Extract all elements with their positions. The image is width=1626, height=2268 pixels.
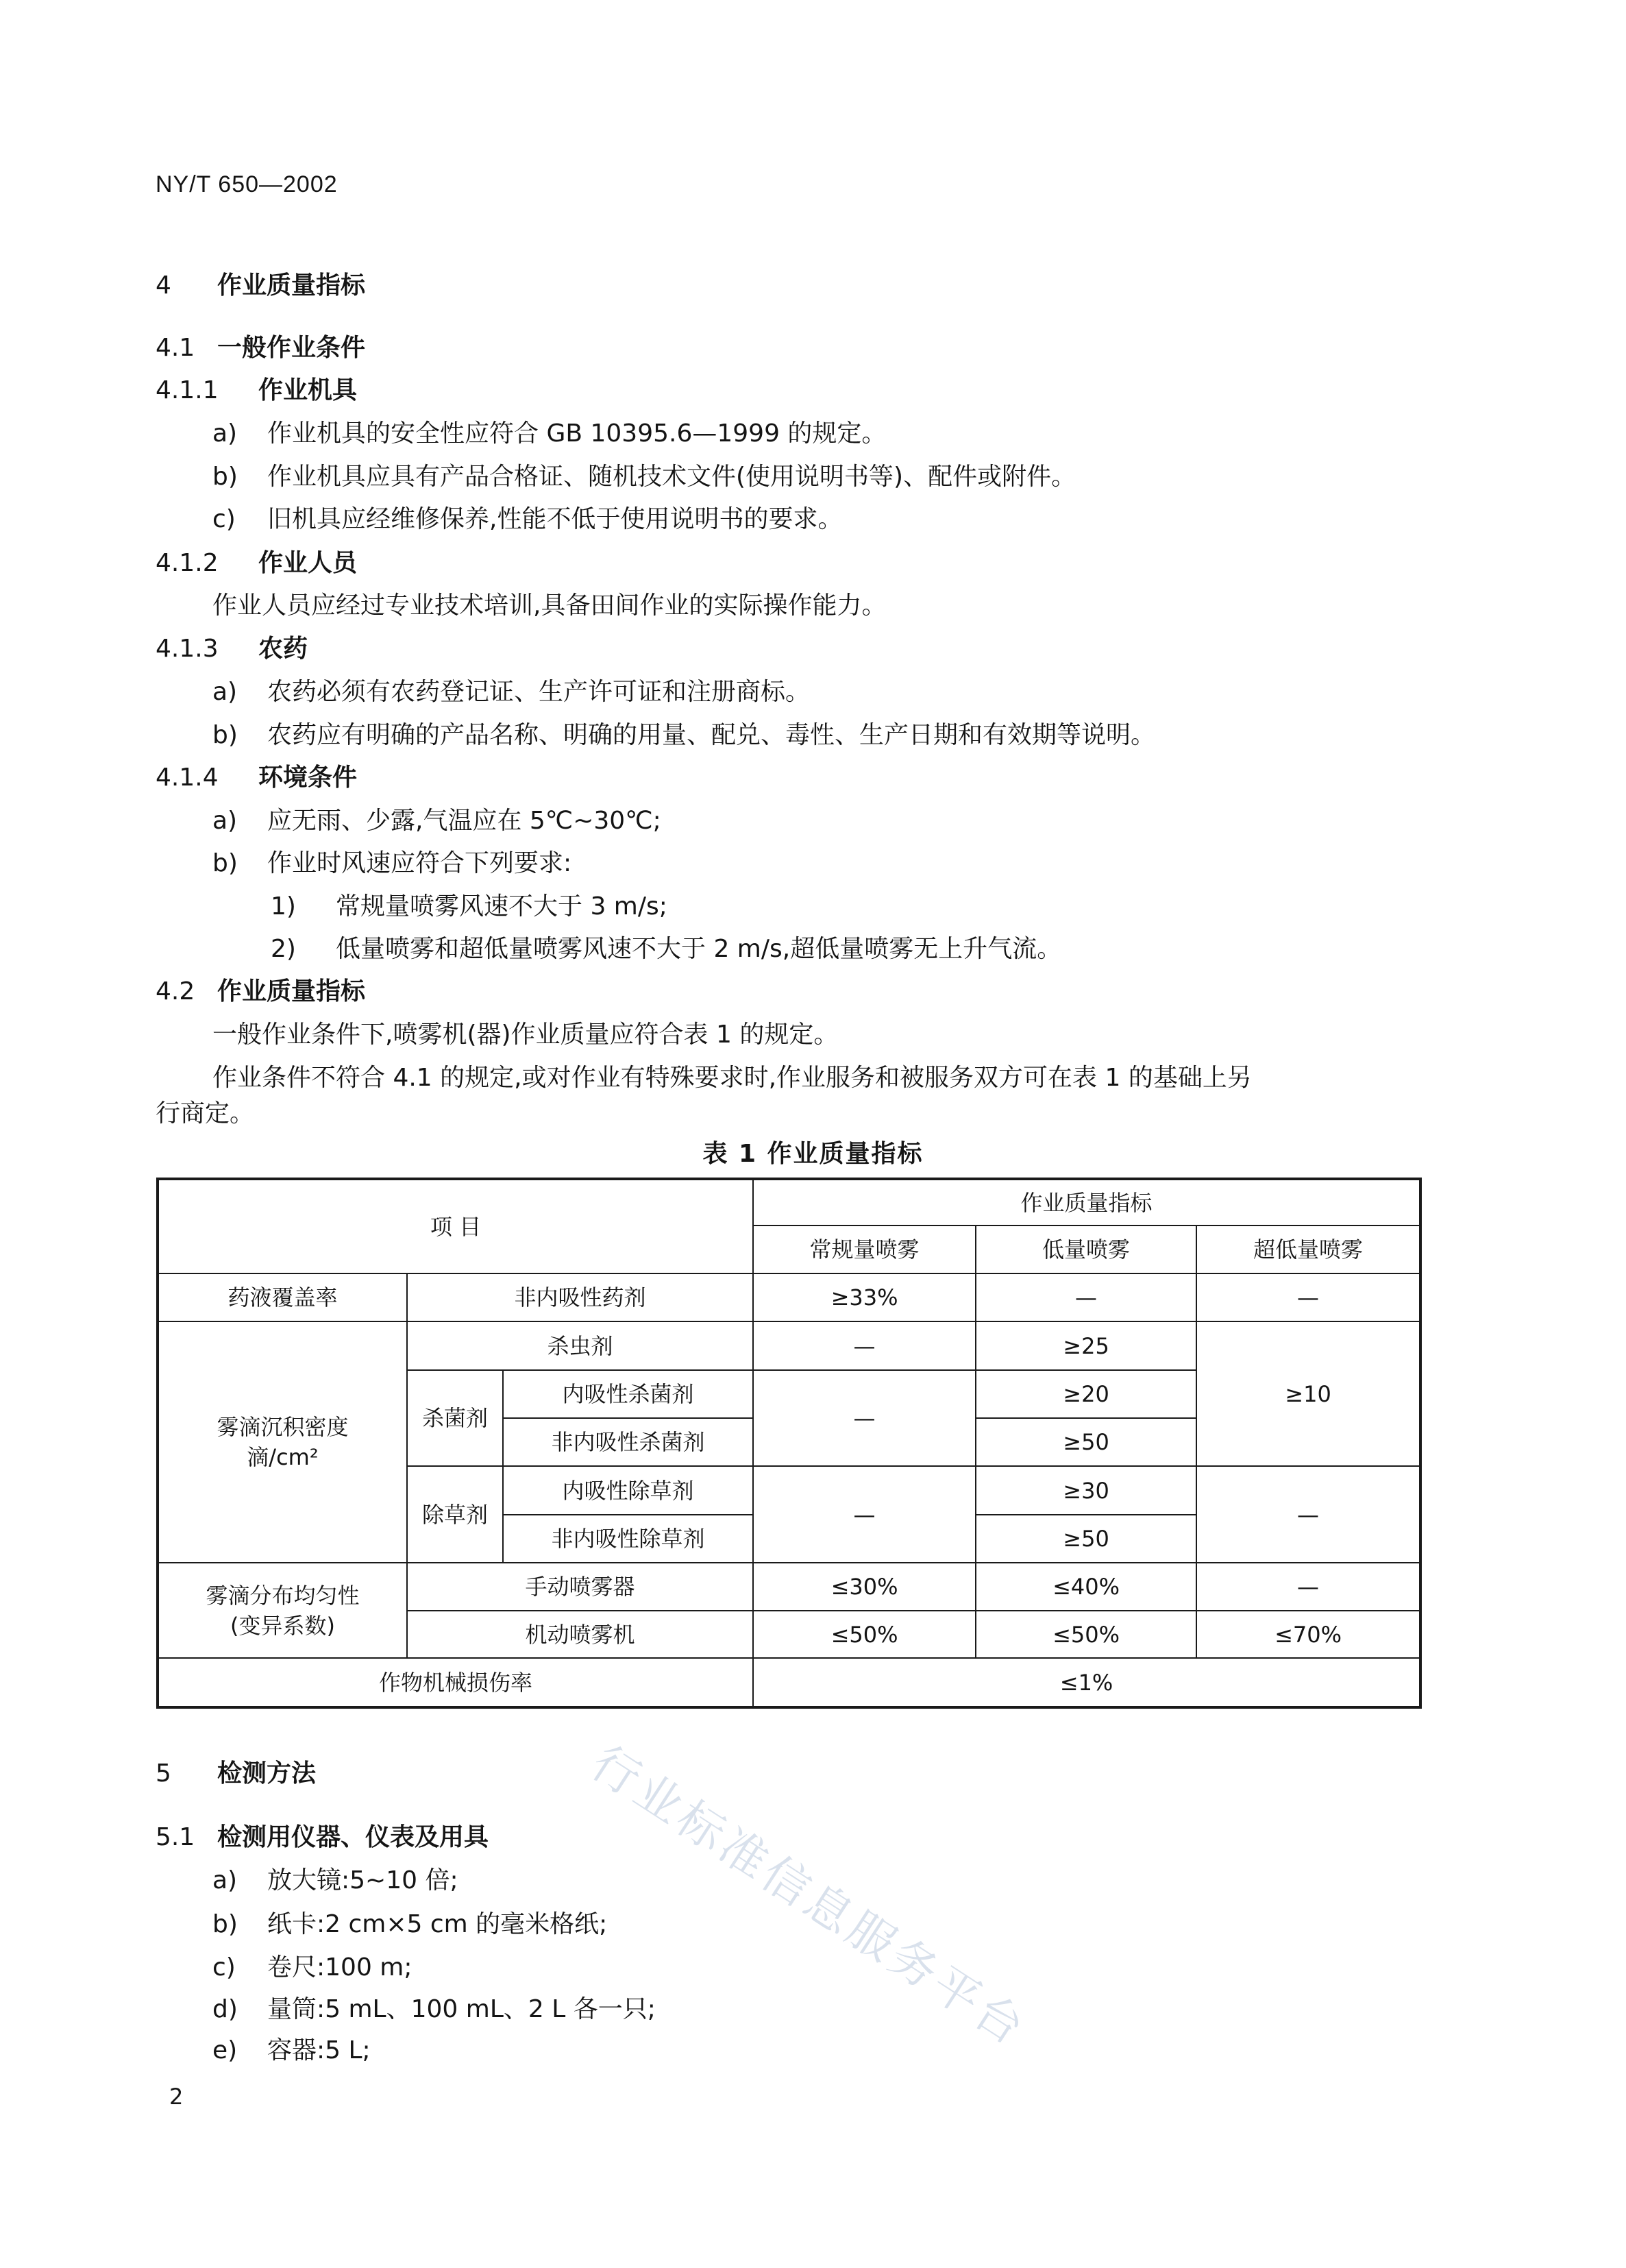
list-item bbox=[212, 1953, 412, 1983]
table-cell: — bbox=[1196, 1563, 1420, 1611]
header-col: 低量喷雾 bbox=[976, 1226, 1196, 1273]
uniformity-note: (变异系数) bbox=[230, 1612, 335, 1639]
section-4-1-4-heading bbox=[156, 763, 357, 793]
section-4-1-1-heading bbox=[156, 376, 357, 406]
item-marker: b) bbox=[212, 849, 238, 877]
section-4-1-2-heading bbox=[156, 548, 357, 578]
row-group-label: 杀菌剂 bbox=[407, 1370, 503, 1466]
item-text: 放大镜:5~10 倍; bbox=[267, 1866, 458, 1894]
item-marker: b) bbox=[212, 463, 238, 491]
section-title: 作业机具 bbox=[258, 376, 358, 404]
uniformity-label: 雾滴分布均匀性 bbox=[206, 1582, 360, 1609]
list-item bbox=[212, 419, 886, 449]
item-marker: a) bbox=[212, 807, 238, 835]
quality-index-table bbox=[156, 1178, 1422, 1709]
header-col: 常规量喷雾 bbox=[753, 1226, 976, 1273]
item-marker: a) bbox=[212, 1866, 238, 1894]
paragraph: 作业条件不符合 4.1 的规定,或对作业有特殊要求时,作业服务和被服务双方可在表 1 的基础上另 bbox=[212, 1064, 1252, 1092]
section-title: 检测用仪器、仪表及用具 bbox=[217, 1823, 489, 1851]
item-marker: e) bbox=[212, 2036, 238, 2064]
header-item: 项 目 bbox=[158, 1179, 753, 1273]
table-cell: ≤40% bbox=[976, 1563, 1196, 1611]
row-label-density bbox=[158, 1321, 407, 1563]
section-4-1-heading bbox=[156, 333, 365, 363]
item-text: 作业机具应具有产品合格证、随机技术文件(使用说明书等)、配件或附件。 bbox=[267, 463, 1076, 491]
item-marker: b) bbox=[212, 1910, 238, 1938]
list-item bbox=[271, 892, 667, 922]
table-cell: ≥30 bbox=[976, 1466, 1196, 1515]
header-group: 作业质量指标 bbox=[753, 1179, 1420, 1226]
list-item bbox=[212, 1866, 458, 1896]
list-item bbox=[212, 504, 842, 535]
paragraph-continued: 行商定。 bbox=[156, 1099, 255, 1127]
paragraph: 一般作业条件下,喷雾机(器)作业质量应符合表 1 的规定。 bbox=[212, 1021, 839, 1049]
section-4-1-3-heading bbox=[156, 634, 308, 664]
row-sublabel: 内吸性杀菌剂 bbox=[503, 1370, 753, 1418]
item-text: 作业时风速应符合下列要求: bbox=[267, 849, 572, 877]
row-group-label: 除草剂 bbox=[407, 1466, 503, 1563]
section-title: 作业人员 bbox=[258, 549, 358, 577]
list-item bbox=[212, 462, 1076, 492]
table-cell: ≥25 bbox=[976, 1321, 1196, 1370]
table-cell: ≥10 bbox=[1196, 1321, 1420, 1466]
table-caption: 表 1 作业质量指标 bbox=[702, 1140, 924, 1168]
table-cell: — bbox=[976, 1273, 1196, 1321]
list-item bbox=[271, 934, 1061, 964]
row-sublabel: 非内吸性药剂 bbox=[407, 1273, 753, 1321]
paragraph: 作业人员应经过专业技术培训,具备田间作业的实际操作能力。 bbox=[212, 592, 887, 620]
table-cell: ≤50% bbox=[976, 1611, 1196, 1658]
item-text: 常规量喷雾风速不大于 3 m/s; bbox=[336, 892, 667, 920]
table-cell: — bbox=[753, 1466, 976, 1563]
section-number: 4.1.4 bbox=[156, 764, 219, 792]
item-marker: b) bbox=[212, 721, 238, 749]
section-4-2-heading bbox=[156, 977, 365, 1007]
item-text: 农药必须有农药登记证、生产许可证和注册商标。 bbox=[267, 678, 811, 706]
table-cell: ≤70% bbox=[1196, 1611, 1420, 1658]
item-marker: c) bbox=[212, 505, 236, 533]
item-marker: a) bbox=[212, 678, 238, 706]
section-number: 5 bbox=[156, 1759, 171, 1788]
item-marker: d) bbox=[212, 1995, 238, 2023]
section-title: 环境条件 bbox=[258, 764, 358, 792]
section-title: 作业质量指标 bbox=[217, 977, 366, 1005]
density-label: 雾滴沉积密度 bbox=[217, 1414, 349, 1440]
table-cell: ≤1% bbox=[753, 1658, 1420, 1707]
table-cell: ≤50% bbox=[753, 1611, 976, 1658]
item-marker: 2) bbox=[271, 935, 296, 963]
item-text: 量筒:5 mL、100 mL、2 L 各一只; bbox=[267, 1995, 656, 2023]
standard-code: NY/T 650—2002 bbox=[156, 171, 338, 197]
section-number: 4.2 bbox=[156, 977, 195, 1005]
table-cell: — bbox=[753, 1321, 976, 1370]
item-marker: 1) bbox=[271, 892, 296, 920]
section-title: 一般作业条件 bbox=[217, 334, 366, 362]
item-text: 农药应有明确的产品名称、明确的用量、配兑、毒性、生产日期和有效期等说明。 bbox=[267, 721, 1156, 749]
row-sublabel: 杀虫剂 bbox=[407, 1321, 753, 1370]
density-unit: 滴/cm² bbox=[247, 1444, 319, 1470]
section-5-heading bbox=[156, 1759, 316, 1789]
row-label: 作物机械损伤率 bbox=[158, 1658, 753, 1707]
item-text: 低量喷雾和超低量喷雾风速不大于 2 m/s,超低量喷雾无上升气流。 bbox=[336, 935, 1062, 963]
item-text: 卷尺:100 m; bbox=[267, 1953, 412, 1982]
watermark: 行业标准信息服务平台 bbox=[581, 1735, 1037, 2058]
item-marker: c) bbox=[212, 1953, 236, 1982]
table-cell: — bbox=[1196, 1273, 1420, 1321]
header-col: 超低量喷雾 bbox=[1196, 1226, 1420, 1273]
item-text: 作业机具的安全性应符合 GB 10395.6—1999 的规定。 bbox=[267, 419, 887, 448]
row-sublabel: 非内吸性除草剂 bbox=[503, 1515, 753, 1563]
section-title: 农药 bbox=[258, 635, 308, 663]
section-number: 4.1.1 bbox=[156, 376, 219, 404]
table-cell: — bbox=[1196, 1466, 1420, 1563]
item-text: 容器:5 L; bbox=[267, 2036, 371, 2064]
section-number: 4.1.2 bbox=[156, 549, 219, 577]
list-item bbox=[212, 849, 571, 879]
section-number: 4 bbox=[156, 271, 171, 300]
row-sublabel: 非内吸性杀菌剂 bbox=[503, 1418, 753, 1466]
section-title: 作业质量指标 bbox=[217, 271, 366, 300]
row-label: 药液覆盖率 bbox=[158, 1273, 407, 1321]
item-text: 纸卡:2 cm×5 cm 的毫米格纸; bbox=[267, 1910, 608, 1938]
table-cell: ≤30% bbox=[753, 1563, 976, 1611]
table-cell: ≥20 bbox=[976, 1370, 1196, 1418]
table-cell: ≥50 bbox=[976, 1418, 1196, 1466]
table-cell: ≥50 bbox=[976, 1515, 1196, 1563]
section-number: 5.1 bbox=[156, 1823, 195, 1851]
item-text: 旧机具应经维修保养,性能不低于使用说明书的要求。 bbox=[267, 505, 843, 533]
row-sublabel: 机动喷雾机 bbox=[407, 1611, 753, 1658]
section-title: 检测方法 bbox=[217, 1759, 317, 1788]
row-label-uniformity bbox=[158, 1563, 407, 1658]
list-item bbox=[212, 1995, 656, 2025]
section-number: 4.1.3 bbox=[156, 635, 219, 663]
item-text: 应无雨、少露,气温应在 5℃~30℃; bbox=[267, 807, 661, 835]
section-number: 4.1 bbox=[156, 334, 195, 362]
list-item bbox=[212, 2036, 371, 2066]
table-cell: — bbox=[753, 1370, 976, 1466]
list-item bbox=[212, 806, 661, 836]
row-sublabel: 手动喷雾器 bbox=[407, 1563, 753, 1611]
page-number: 2 bbox=[169, 2084, 184, 2110]
row-sublabel: 内吸性除草剂 bbox=[503, 1466, 753, 1515]
section-5-1-heading bbox=[156, 1822, 489, 1853]
table-cell: ≥33% bbox=[753, 1273, 976, 1321]
list-item bbox=[212, 1910, 607, 1940]
list-item bbox=[212, 720, 1155, 751]
list-item bbox=[212, 677, 810, 707]
section-4-heading bbox=[156, 271, 365, 301]
item-marker: a) bbox=[212, 419, 238, 448]
